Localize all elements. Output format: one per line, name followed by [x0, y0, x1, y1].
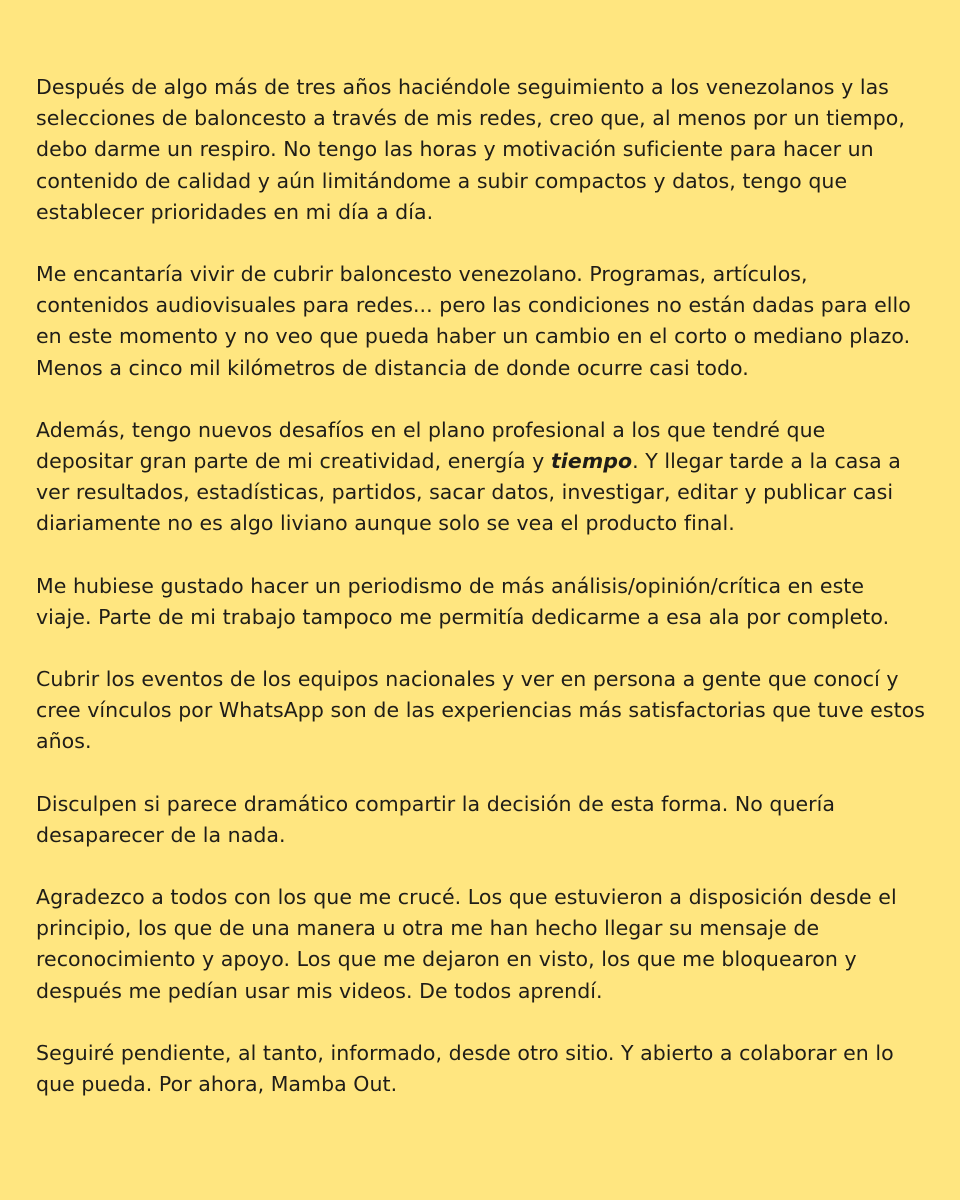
paragraph-7: Agradezco a todos con los que me crucé. Los que estuvieron a disposición desde el principio, los que de una manera u otra me han hecho llegar su mensaje de reconocimiento y apoyo. Los que me dejaron en visto, los que me bloquearon y después me pedían usar mis videos. De todos aprendí.: [36, 885, 897, 1003]
paragraph-3-after: . Y llegar tarde a la casa a ver resultados, estadísticas, partidos, sacar datos, investigar, editar y publicar casi diariamente no es algo liviano aunque solo se vea el producto final.: [36, 449, 901, 536]
paragraph-5: Cubrir los eventos de los equipos nacionales y ver en persona a gente que conocí y cree vínculos por WhatsApp son de las experiencias más satisfactorias que tuve estos años.: [36, 667, 925, 754]
paragraph-6: Disculpen si parece dramático compartir la decisión de esta forma. No quería desaparecer de la nada.: [36, 791, 836, 847]
paragraph-3: [36, 415, 926, 540]
paragraph-3-before: Además, tengo nuevos desafíos en el plano profesional a los que tendré que depositar gran parte de mi creatividad, energía y: [36, 417, 826, 474]
paragraph-2: Me encantaría vivir de cubrir baloncesto venezolano. Programas, artículos, contenidos audiovisuales para redes... pero las condiciones no están dadas para ello en este momento y no veo que pueda haber un cambio en el corto o mediano plazo. Menos a cinco mil kilómetros de distancia de donde ocurre casi todo.: [36, 262, 911, 380]
paragraph-1: Después de algo más de tres años haciéndole seguimiento a los venezolanos y las selecciones de baloncesto a través de mis redes, creo que, al menos por un tiempo, debo darme un respiro. No tengo las horas y motivación suficiente para hacer un contenido de calidad y aún limitándome a subir compactos y datos, tengo que establecer prioridades en mi día a día.: [36, 75, 905, 224]
paragraph-8: Seguiré pendiente, al tanto, informado, desde otro sitio. Y abierto a colaborar en lo que pueda. Por ahora, Mamba Out.: [36, 1040, 894, 1097]
paragraph-4: Me hubiese gustado hacer un periodismo de más análisis/opinión/crítica en este viaje. Parte de mi trabajo tampoco me permitía dedicarme a esa ala por completo.: [36, 573, 890, 629]
paragraph-3-emphasis: tiempo: [550, 449, 633, 474]
